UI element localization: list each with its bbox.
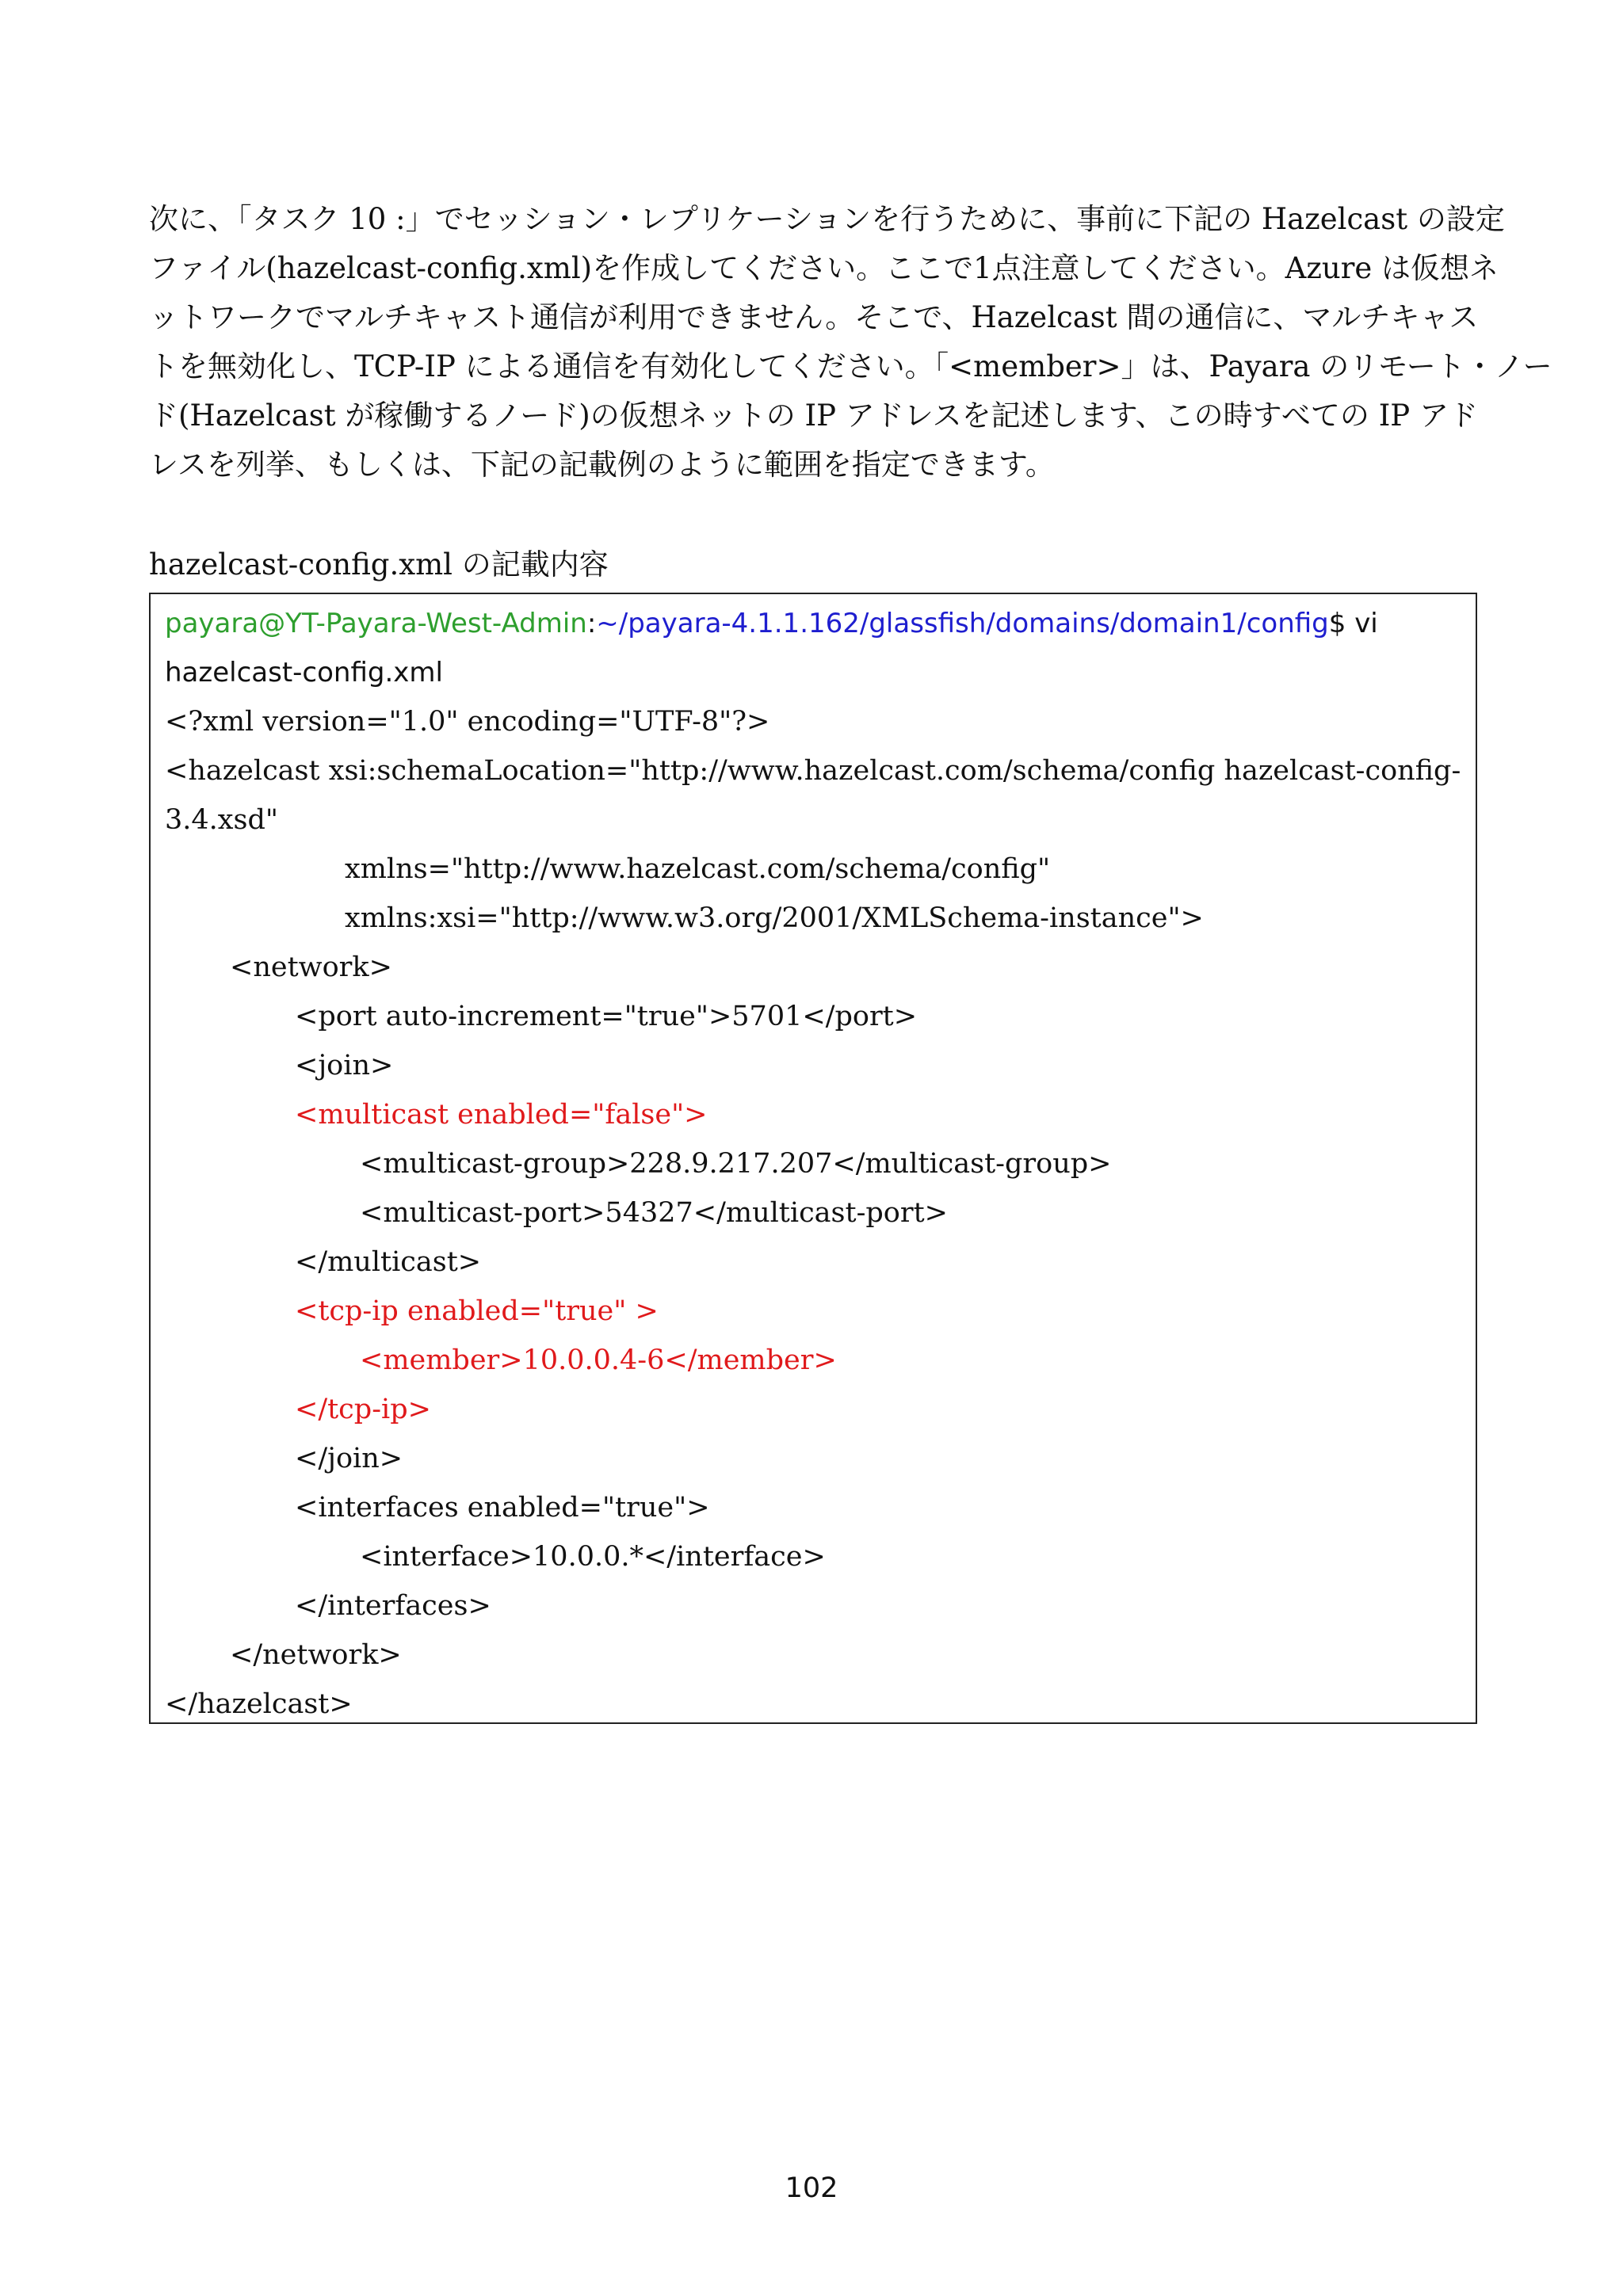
code-line: <interface>10.0.0.*</interface> <box>360 1541 826 1573</box>
code-line: xmlns="http://www.hazelcast.com/schema/config" <box>345 853 1051 885</box>
intro-line: レスを列挙、もしくは、下記の記載例のように範囲を指定できます。 <box>149 448 1055 482</box>
prompt-command: $ vi <box>1328 608 1378 639</box>
code-line: <multicast-port>54327</multicast-port> <box>360 1197 948 1229</box>
code-box <box>149 593 1477 1724</box>
code-line-highlighted: <tcp-ip enabled="true" > <box>295 1295 659 1327</box>
code-line: <port auto-increment="true">5701</port> <box>295 1001 918 1032</box>
page-number: 102 <box>785 2172 838 2204</box>
code-line: <network> <box>230 952 392 983</box>
code-line: </interfaces> <box>295 1590 491 1622</box>
shell-command-line <box>165 599 1476 648</box>
code-line: </join> <box>295 1443 403 1474</box>
code-line-highlighted: <member>10.0.0.4-6</member> <box>360 1344 837 1376</box>
code-caption: hazelcast-config.xml の記載内容 <box>149 547 609 582</box>
code-line: </hazelcast> <box>165 1688 353 1720</box>
code-line: xmlns:xsi="http://www.w3.org/2001/XMLSchema-instance"> <box>345 902 1204 934</box>
prompt-colon: : <box>586 608 597 639</box>
code-line: <join> <box>295 1050 394 1081</box>
intro-line: ットワークでマルチキャスト通信が利用できません。そこで、Hazelcast 間の通信に、マルチキャス <box>149 300 1479 334</box>
intro-paragraph <box>149 195 1552 490</box>
prompt-user-host: payara@YT-Payara-West-Admin <box>165 608 587 639</box>
code-line: <interfaces enabled="true"> <box>295 1492 710 1524</box>
code-line: <hazelcast xsi:schemaLocation="http://www.hazelcast.com/schema/config hazelcast-config- <box>165 755 1461 787</box>
code-line: </network> <box>230 1639 402 1671</box>
code-line: 3.4.xsd" <box>165 804 278 836</box>
code-line-highlighted: </tcp-ip> <box>295 1394 431 1425</box>
code-line: </multicast> <box>295 1246 482 1278</box>
intro-line: ド(Hazelcast が稼働するノード)の仮想ネットの IP アドレスを記述します、この時すべての IP アド <box>149 399 1478 433</box>
code-line: <?xml version="1.0" encoding="UTF-8"?> <box>165 706 770 738</box>
shell-command-filename: hazelcast-config.xml <box>165 657 443 688</box>
intro-line: ファイル(hazelcast-config.xml)を作成してください。ここで1点注意してください。Azure は仮想ネ <box>149 251 1499 285</box>
intro-line: 次に、「タスク 10 :」でセッション・レプリケーションを行うために、事前に下記の Hazelcast の設定 <box>149 202 1505 236</box>
prompt-path: ~/payara-4.1.1.162/glassfish/domains/domain1/config <box>596 608 1329 639</box>
code-line: <multicast-group>228.9.217.207</multicast-group> <box>360 1148 1112 1180</box>
intro-line: トを無効化し、TCP-IP による通信を有効化してください。「<member>」は、Payara のリモート・ノー <box>149 349 1552 383</box>
code-line-highlighted: <multicast enabled="false"> <box>295 1099 708 1131</box>
